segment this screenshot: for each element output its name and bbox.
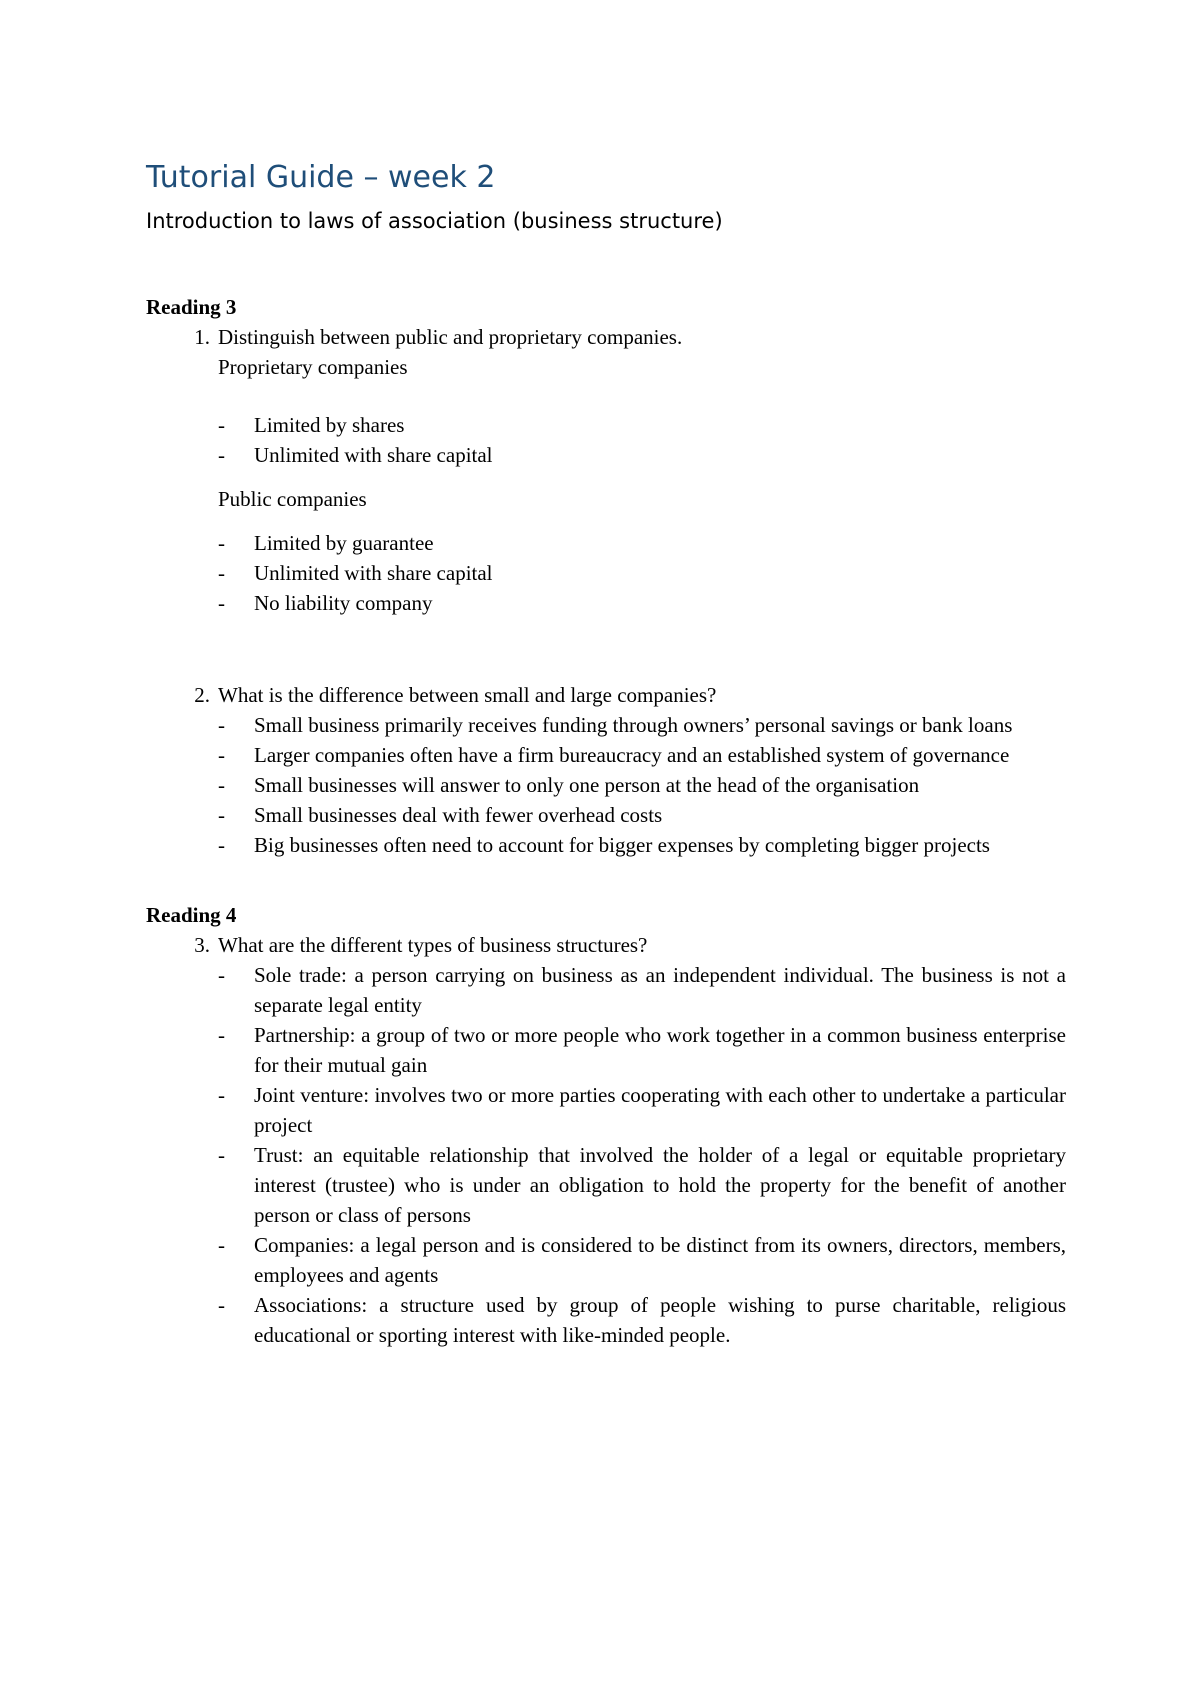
dash-marker: -	[218, 1083, 225, 1107]
public-list	[146, 528, 1066, 618]
dash-marker: -	[218, 1143, 225, 1167]
company-size-list	[146, 710, 1066, 860]
business-structures-list	[146, 960, 1066, 1350]
question-text: Distinguish between public and proprietary companies.	[218, 325, 683, 349]
dash-marker: -	[218, 443, 225, 467]
dash-marker: -	[218, 413, 225, 437]
list-item: - Joint venture: involves two or more parties cooperating with each other to undertake a particular project	[146, 1080, 1066, 1140]
question-text: What is the difference between small and large companies?	[218, 683, 717, 707]
question-number: 1.	[194, 325, 210, 349]
list-item: - Unlimited with share capital	[146, 440, 1066, 470]
reading-4-heading: Reading 4	[146, 903, 237, 927]
dash-marker: -	[218, 1023, 225, 1047]
dash-marker: -	[218, 743, 225, 767]
dash-marker: -	[218, 561, 225, 585]
page-subtitle: Introduction to laws of association (business structure)	[146, 209, 723, 233]
question-number: 3.	[194, 933, 210, 957]
list-item: - Sole trade: a person carrying on business as an independent individual. The business is not a separate legal entity	[146, 960, 1066, 1020]
dash-marker: -	[218, 833, 225, 857]
dash-marker: -	[218, 773, 225, 797]
dash-marker: -	[218, 713, 225, 737]
list-item: - Unlimited with share capital	[146, 558, 1066, 588]
list-item: - Larger companies often have a firm bureaucracy and an established system of governance	[146, 740, 1066, 770]
question-1	[146, 322, 1066, 352]
question-2	[146, 680, 1066, 710]
list-item: - Partnership: a group of two or more people who work together in a common business enterprise for their mutual gain	[146, 1020, 1066, 1080]
dash-marker: -	[218, 1233, 225, 1257]
proprietary-label: Proprietary companies	[218, 355, 408, 379]
dash-marker: -	[218, 803, 225, 827]
list-item: - Trust: an equitable relationship that involved the holder of a legal or equitable proprietary interest (trustee) who is under an obligation to hold the property for the benefit of another person or class of persons	[146, 1140, 1066, 1230]
list-item: - Small businesses will answer to only one person at the head of the organisation	[146, 770, 1066, 800]
page-title: Tutorial Guide – week 2	[146, 160, 496, 195]
list-item: - Small businesses deal with fewer overhead costs	[146, 800, 1066, 830]
list-item: - Limited by shares	[146, 410, 1066, 440]
question-text: What are the different types of business structures?	[218, 933, 648, 957]
dash-marker: -	[218, 963, 225, 987]
public-label: Public companies	[218, 487, 367, 511]
question-3	[146, 930, 1066, 960]
list-item: - Big businesses often need to account for bigger expenses by completing bigger projects	[146, 830, 1066, 860]
dash-marker: -	[218, 531, 225, 555]
dash-marker: -	[218, 591, 225, 615]
list-item: - No liability company	[146, 588, 1066, 618]
list-item: - Limited by guarantee	[146, 528, 1066, 558]
proprietary-list	[146, 410, 1066, 470]
list-item: - Companies: a legal person and is considered to be distinct from its owners, directors, members, employees and agents	[146, 1230, 1066, 1290]
reading-3-heading: Reading 3	[146, 295, 237, 319]
list-item: - Small business primarily receives funding through owners’ personal savings or bank loans	[146, 710, 1066, 740]
question-number: 2.	[194, 683, 210, 707]
dash-marker: -	[218, 1293, 225, 1317]
list-item: - Associations: a structure used by group of people wishing to purse charitable, religious educational or sporting interest with like-minded people.	[146, 1290, 1066, 1350]
document-page	[146, 156, 1066, 1350]
